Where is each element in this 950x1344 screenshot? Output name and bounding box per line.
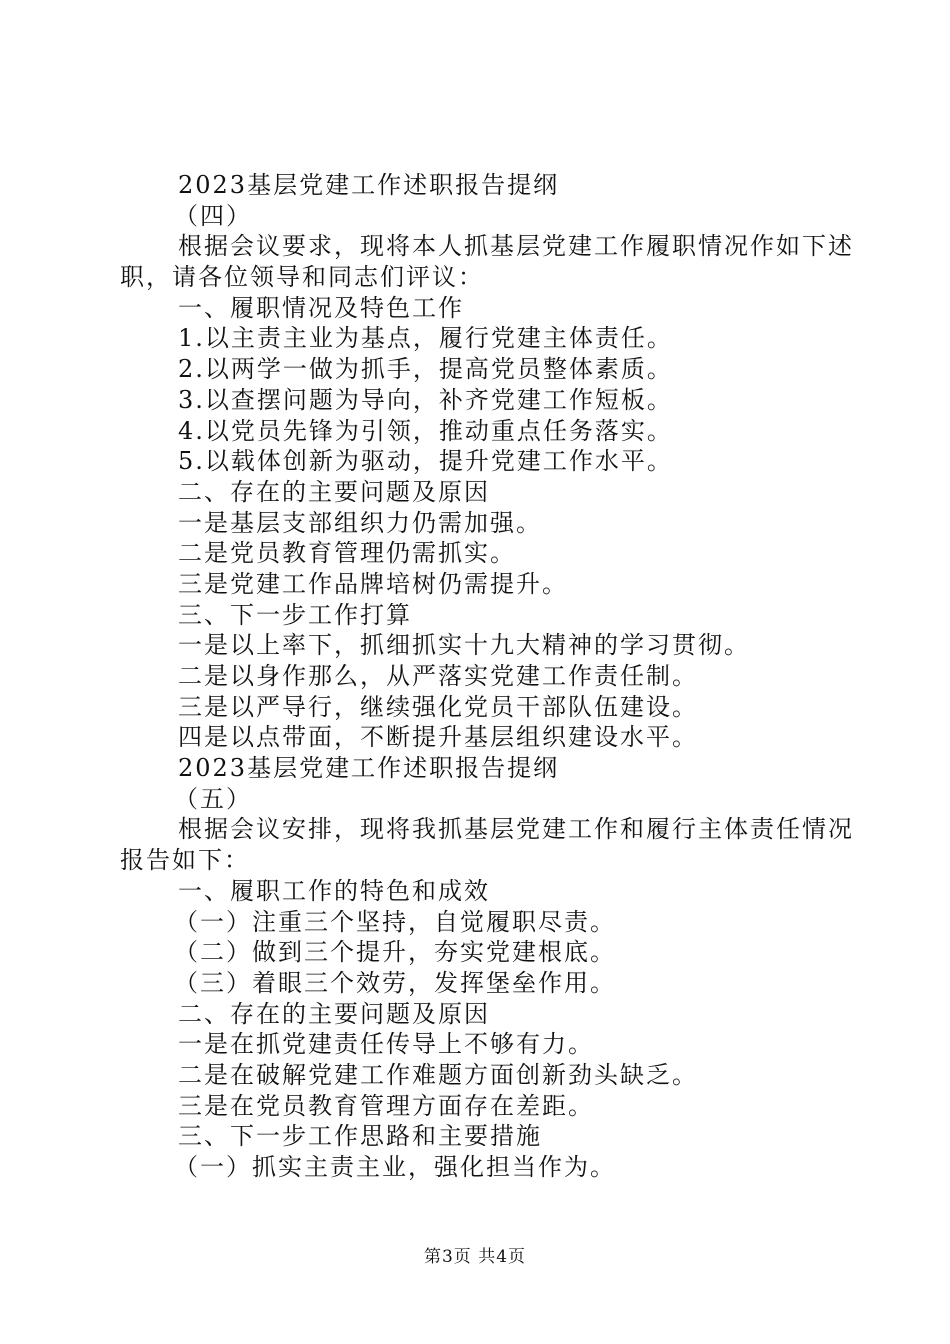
text-line: 5.以载体创新为驱动，提升党建工作水平。 bbox=[178, 447, 673, 476]
text-line: （一）抓实主责主业，强化担当作为。 bbox=[174, 1153, 616, 1181]
text-line: 根据会议要求，现将本人抓基层党建工作履职情况作如下述 bbox=[178, 232, 854, 261]
text-line: 二是党员教育管理仍需抓实。 bbox=[178, 539, 516, 568]
text-line: 二是在破解党建工作难题方面创新劲头缺乏。 bbox=[178, 1060, 698, 1089]
text-line: 二、存在的主要问题及原因 bbox=[178, 477, 490, 506]
text-line: （三）着眼三个效劳，发挥堡垒作用。 bbox=[174, 968, 616, 997]
text-line: 一是基层支部组织力仍需加强。 bbox=[178, 508, 542, 537]
text-line: 职，请各位领导和同志们评议： bbox=[120, 263, 484, 292]
text-line: （一）注重三个坚持，自觉履职尽责。 bbox=[174, 907, 616, 936]
text-line: 三是以严导行，继续强化党员干部队伍建设。 bbox=[178, 692, 698, 721]
text-line: （五） bbox=[174, 784, 252, 813]
page-footer: 第3页 共4页 bbox=[423, 1247, 527, 1267]
text-line: 2023基层党建工作述职报告提纲 bbox=[178, 754, 560, 783]
text-line: 一是以上率下，抓细抓实十九大精神的学习贯彻。 bbox=[178, 631, 750, 660]
text-line: 1.以主责主业为基点，履行党建主体责任。 bbox=[178, 324, 673, 353]
text-line: 二、存在的主要问题及原因 bbox=[178, 999, 490, 1028]
text-line: 一、履职情况及特色工作 bbox=[178, 293, 464, 322]
text-line: 根据会议安排，现将我抓基层党建工作和履行主体责任情况 bbox=[178, 815, 854, 844]
text-line: 二是以身作那么，从严落实党建工作责任制。 bbox=[178, 662, 698, 690]
text-line: 报告如下： bbox=[120, 846, 250, 875]
text-line: 2.以两学一做为抓手，提高党员整体素质。 bbox=[178, 355, 673, 384]
text-line: （二）做到三个提升，夯实党建根底。 bbox=[174, 938, 616, 967]
text-line: 一是在抓党建责任传导上不够有力。 bbox=[178, 1030, 594, 1059]
text-line: 一、履职工作的特色和成效 bbox=[178, 876, 490, 905]
text-line: 2023基层党建工作述职报告提纲 bbox=[178, 171, 560, 199]
text-line: 四是以点带面，不断提升基层组织建设水平。 bbox=[178, 723, 698, 752]
text-line: 三、下一步工作思路和主要措施 bbox=[178, 1122, 542, 1151]
text-line: 三是在党员教育管理方面存在差距。 bbox=[178, 1091, 594, 1120]
text-line: 3.以查摆问题为导向，补齐党建工作短板。 bbox=[178, 385, 673, 414]
text-line: 三、下一步工作打算 bbox=[178, 600, 412, 629]
document-body bbox=[120, 170, 854, 1183]
text-line: 4.以党员先锋为引领，推动重点任务落实。 bbox=[178, 416, 673, 445]
text-line: （四） bbox=[174, 201, 252, 230]
text-line: 三是党建工作品牌培树仍需提升。 bbox=[178, 569, 568, 598]
